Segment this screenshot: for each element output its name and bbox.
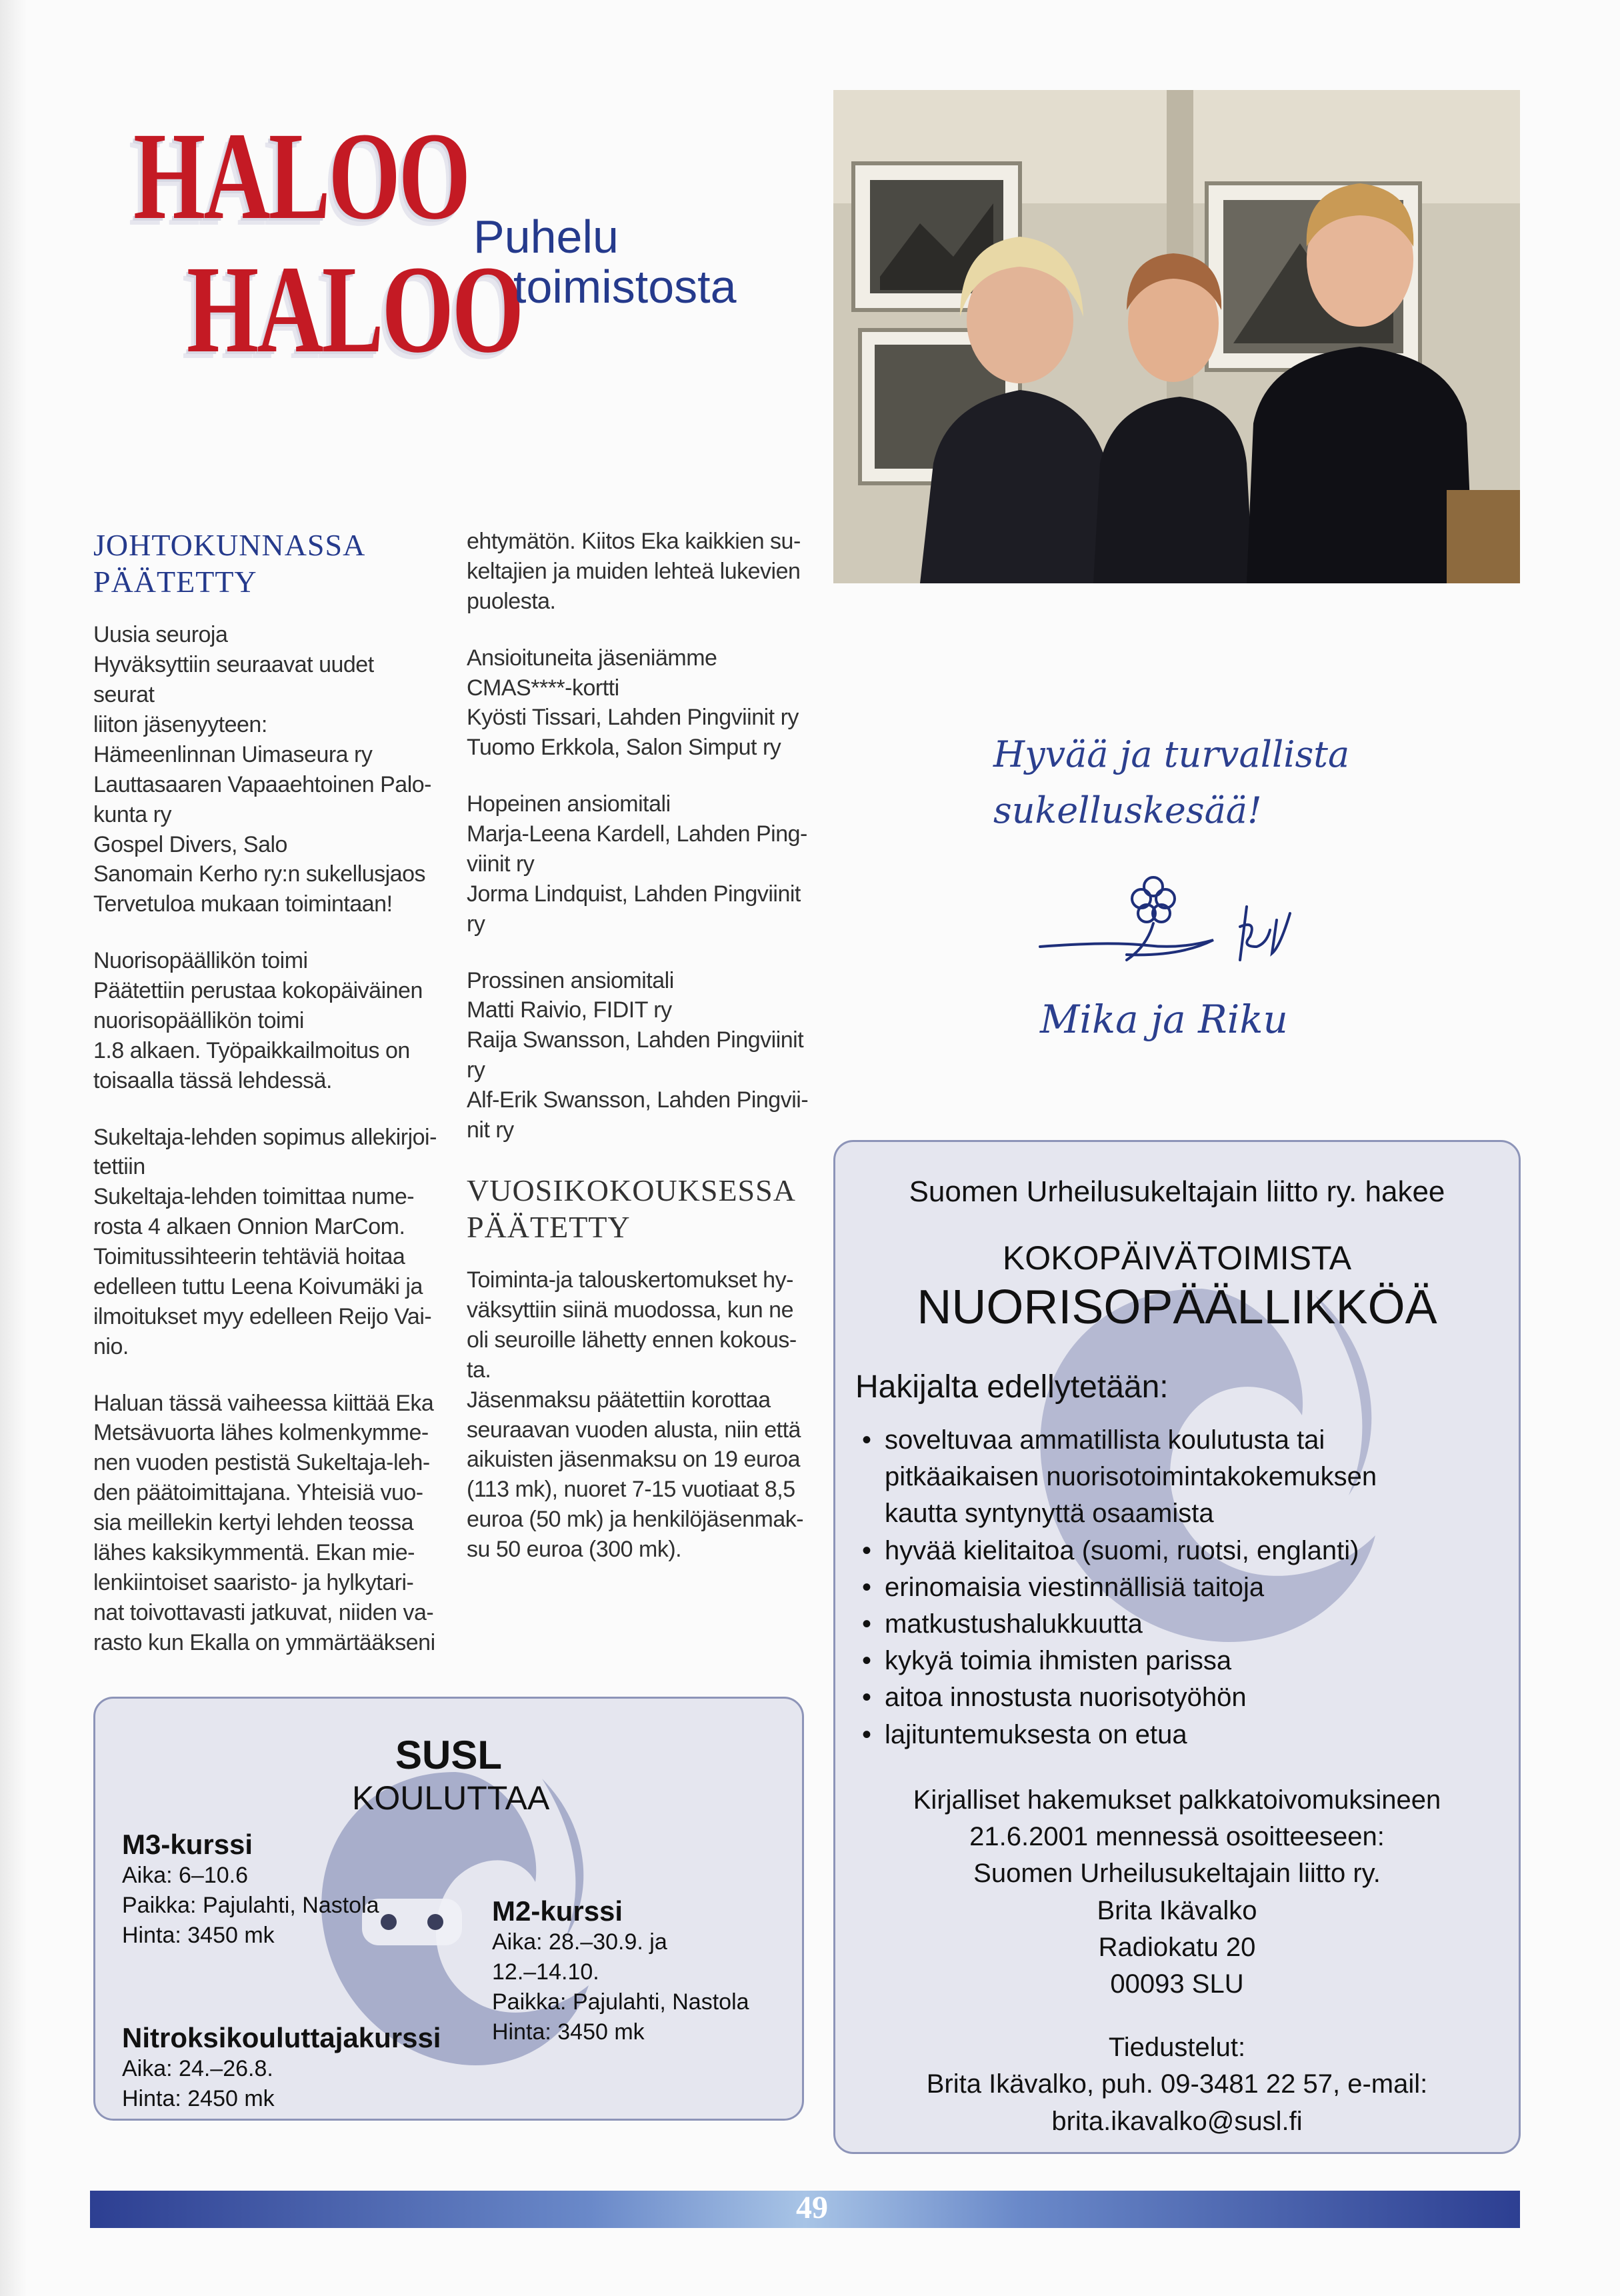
course-price: Hinta: 3450 mk: [492, 2019, 645, 2045]
list-item: • aitoa innostusta nuorisotyöhön: [862, 1679, 1502, 1716]
list-item: • lajituntemuksesta on etua: [862, 1717, 1502, 1753]
text-line: Alf-Erik Swansson, Lahden Pingvii-: [467, 1087, 809, 1113]
greeting-line-1: Hyvää ja turvallista: [993, 733, 1350, 775]
course-name: M3-kurssi: [122, 1829, 253, 1860]
text-line: Sukeltaja-lehden toimittaa nume-: [93, 1184, 415, 1210]
text-line: nat toivottavasti jatkuvat, niiden va-: [93, 1599, 434, 1625]
text-line: Metsävuorta lähes kolmenkymme-: [93, 1420, 429, 1446]
page-edge-shadow: [0, 0, 27, 2296]
text-line: CMAS****-kortti: [467, 675, 619, 701]
list-item: • matkustushalukkuutta: [862, 1606, 1502, 1643]
text-line: Ansioituneita jäseniämme: [467, 645, 717, 671]
list-item: • hyvää kielitaitoa (suomi, ruotsi, englanti): [862, 1533, 1502, 1569]
photo-illustration: [833, 90, 1520, 583]
course-box-title: SUSL: [395, 1733, 503, 1777]
greeting-line-2: sukelluskesää!: [993, 789, 1262, 831]
text-line: Radiokatu 20: [1098, 1932, 1256, 1962]
text-line: viinit ry: [467, 851, 535, 877]
text-line: • soveltuvaa ammatillista koulutusta tai: [885, 1425, 1325, 1455]
course-dates: Aika: 28.–30.9. ja: [492, 1929, 667, 1955]
text-line: Hämeenlinnan Uimaseura ry: [93, 741, 373, 767]
article-title: [120, 100, 820, 393]
course-dates: 12.–14.10.: [492, 1959, 599, 1985]
heading-annual-meeting: [467, 1172, 813, 1245]
text-line: Jorma Lindquist, Lahden Pingviinit: [467, 881, 801, 907]
title-subtitle-1: Puhelu: [473, 211, 619, 263]
course-price: Hinta: 2450 mk: [122, 2085, 275, 2111]
text-line: Nuorisopäällikön toimi: [93, 948, 308, 974]
text-line: Tuomo Erkkola, Salon Simput ry: [467, 735, 781, 761]
heading-line-2: PÄÄTETTY: [93, 565, 257, 599]
job-title: NUORISOPÄÄLLIKKÖÄ: [917, 1281, 1437, 1334]
text-line: kautta syntynyttä osaamista: [885, 1499, 1214, 1529]
course-location: Paikka: Pajulahti, Nastola: [122, 1892, 379, 1918]
job-intro: Suomen Urheilusukeltajain liitto ry. hakee: [909, 1175, 1445, 1208]
text-line: nen vuoden pestistä Sukeltaja-leh-: [93, 1450, 430, 1476]
text-line: ilmoitukset myy edelleen Reijo Vai-: [93, 1303, 432, 1329]
text-line: Hopeinen ansiomitali: [467, 791, 671, 817]
greeting-text: [993, 727, 1427, 838]
text-line: Toimitussihteerin tehtäviä hoitaa: [93, 1244, 405, 1269]
text-line: toisaalla tässä lehdessä.: [93, 1067, 332, 1093]
text-line: rosta 4 alkaen Onnion MarCom.: [93, 1214, 405, 1240]
text-line: pitkäaikaisen nuorisotoimintakokemuksen: [885, 1462, 1377, 1492]
text-line: Toiminta-ja talouskertomukset hy-: [467, 1267, 793, 1293]
office-staff-photo: [833, 90, 1520, 583]
text-line: ehtymätön. Kiitos Eka kaikkien su-: [467, 529, 801, 554]
course-dates: Aika: 6–10.6: [122, 1863, 249, 1888]
text-line: nio.: [93, 1333, 129, 1359]
paragraph-annual-meeting: [467, 1265, 813, 1565]
list-item: • kykyä toimia ihmisten parissa: [862, 1643, 1502, 1679]
paragraph-silver-medal: [467, 789, 813, 939]
text-line: nit ry: [467, 1117, 514, 1143]
text-line: Gospel Divers, Salo: [93, 831, 287, 857]
text-line: seuraavan vuoden alusta, niin että: [467, 1417, 801, 1443]
text-line: Uusia seuroja: [93, 622, 228, 648]
text-line: Tervetuloa mukaan toimintaan!: [93, 891, 393, 917]
text-line: nuorisopäällikön toimi: [93, 1007, 304, 1033]
course-box: [93, 1697, 804, 2121]
course-name: M2-kurssi: [492, 1895, 623, 1927]
text-line: su 50 euroa (300 mk).: [467, 1537, 682, 1562]
course-dates: Aika: 24.–26.8.: [122, 2056, 273, 2081]
text-line: Brita Ikävalko: [1097, 1895, 1257, 1925]
text-line: rasto kun Ekalla on ymmärtääkseni: [93, 1629, 435, 1655]
column-1: [93, 527, 440, 1684]
heading-line-1: JOHTOKUNNASSA: [93, 528, 366, 562]
paragraph-bronze-medal: [467, 966, 813, 1145]
job-advert-box: [833, 1140, 1521, 2154]
course-location: Paikka: Pajulahti, Nastola: [492, 1989, 749, 2015]
text-line: euroa (50 mk) ja henkilöjäsenmak-: [467, 1507, 804, 1533]
text-line: (113 mk), nuoret 7-15 vuotiaat 8,5: [467, 1477, 795, 1503]
heading-board-decided: [93, 527, 440, 600]
text-line: 1.8 alkaen. Työpaikkailmoitus on: [93, 1037, 410, 1063]
course-price: Hinta: 3450 mk: [122, 1922, 275, 1948]
signature-names: Mika ja Riku: [1040, 997, 1288, 1042]
paragraph-thanks: [93, 1389, 440, 1658]
course-name: Nitroksikouluttajakurssi: [122, 2022, 441, 2053]
text-line: Lauttasaaren Vapaaehtoinen Palo-: [93, 771, 431, 797]
course-nitrox: [122, 2022, 441, 2114]
requirements-heading: Hakijalta edellytetään:: [855, 1369, 1169, 1405]
text-line: sia meillekin kertyi lehden teossa: [93, 1510, 414, 1535]
text-line: Haluan tässä vaiheessa kiittää Eka: [93, 1390, 434, 1416]
paragraph-new-clubs: [93, 620, 440, 919]
text-line: ry: [467, 911, 485, 937]
course-m2: [492, 1895, 749, 2047]
text-line: Kyösti Tissari, Lahden Pingviinit ry: [467, 705, 799, 731]
text-line: tettiin: [93, 1154, 145, 1180]
paragraph-magazine-contract: [93, 1123, 440, 1362]
list-item: • erinomaisia viestinnällisiä taitoja: [862, 1569, 1502, 1606]
title-subtitle-2: toimistosta: [513, 261, 737, 313]
paragraph-cmas: [467, 643, 813, 763]
text-line: lenkiintoiset saaristo- ja hylkytari-: [93, 1569, 414, 1595]
text-line: väksyttiin siinä muodossa, kun ne: [467, 1297, 793, 1323]
text-line: liiton jäsenyyteen:: [93, 712, 267, 737]
paragraph-thanks-cont: [467, 527, 813, 617]
text-line: Marja-Leena Kardell, Lahden Ping-: [467, 821, 807, 847]
text-line: Suomen Urheilusukeltajain liitto ry.: [973, 1859, 1381, 1889]
text-line: keltajien ja muiden lehteä lukevien: [467, 558, 801, 584]
text-line: Päätettiin perustaa kokopäiväinen: [93, 978, 423, 1003]
text-line: Jäsenmaksu päätettiin korottaa: [467, 1387, 771, 1413]
text-line: 21.6.2001 mennessä osoitteeseen:: [969, 1822, 1385, 1852]
text-line: lähes kaksikymmentä. Ekan mie-: [93, 1539, 415, 1565]
course-m3: [122, 1829, 379, 1951]
text-line: Sukeltaja-lehden sopimus allekirjoi-: [93, 1124, 437, 1150]
text-line: Prossinen ansiomitali: [467, 967, 674, 993]
signature: [1027, 867, 1320, 973]
text-line: Hyväksyttiin seuraavat uudet seurat: [93, 652, 374, 708]
text-line: ta.: [467, 1357, 491, 1383]
title-word-2: HALOO: [187, 239, 523, 379]
text-line: Brita Ikävalko, puh. 09-3481 22 57, e-mail:: [926, 2069, 1428, 2099]
text-line: ry: [467, 1057, 485, 1083]
inquiries-label: Tiedustelut:: [1108, 2033, 1246, 2063]
list-item: [862, 1422, 1502, 1533]
text-line: den päätoimittajana. Yhteisiä vuo-: [93, 1480, 423, 1506]
column-2: [467, 527, 813, 1591]
text-line: oli seuroille lähetty ennen kokous-: [467, 1327, 797, 1353]
page-number: 49: [796, 2190, 828, 2225]
contact-email: brita.ikavalko@susl.fi: [1051, 2106, 1303, 2136]
text-line: kunta ry: [93, 801, 171, 827]
job-type: KOKOPÄIVÄTOIMISTA: [1002, 1239, 1352, 1277]
heading-line-1: VUOSIKOKOUKSESSA: [467, 1173, 796, 1207]
text-line: aikuisten jäsenmaksu on 19 euroa: [467, 1447, 800, 1473]
text-line: Sanomain Kerho ry:n sukellusjaos: [93, 861, 426, 887]
requirements-list: [862, 1422, 1502, 1753]
text-line: Matti Raivio, FIDIT ry: [467, 997, 672, 1023]
text-line: edelleen tuttu Leena Koivumäki ja: [93, 1273, 423, 1299]
application-info: [835, 1782, 1519, 2140]
text-line: Kirjalliset hakemukset palkkatoivomuksineen: [913, 1785, 1441, 1815]
text-line: puolesta.: [467, 588, 556, 614]
signature-drawing: [1027, 867, 1320, 973]
text-line: 00093 SLU: [1110, 1969, 1244, 1999]
text-line: Raija Swansson, Lahden Pingviinit: [467, 1027, 804, 1053]
paragraph-youth-manager: [93, 946, 440, 1095]
heading-line-2: PÄÄTETTY: [467, 1209, 631, 1244]
title-word-1: HALOO: [133, 106, 469, 245]
course-box-subtitle: KOULUTTAA: [352, 1779, 550, 1817]
